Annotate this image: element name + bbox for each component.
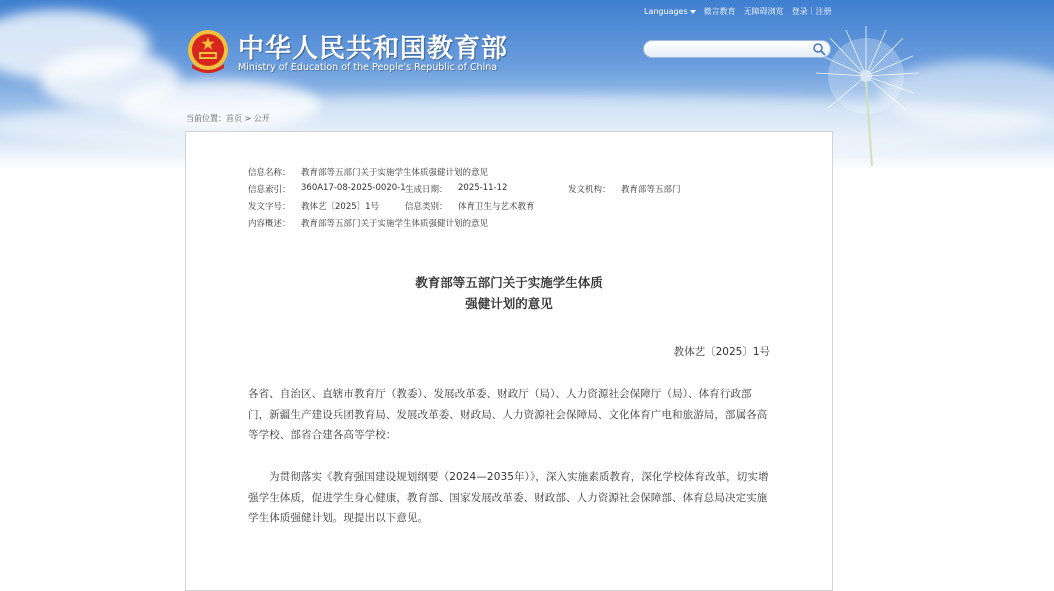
index-label: 信息索引： [248, 185, 291, 195]
issuer-label: 发文机构： [568, 185, 611, 195]
category-label: 信息类别： [405, 202, 448, 212]
nav-link-login[interactable]: 登录｜注册 [791, 7, 832, 16]
info-name-label: 信息名称： [248, 168, 291, 178]
summary-label: 内容概述： [248, 219, 291, 229]
category-value: 体育卫生与艺术教育 [458, 202, 535, 212]
languages-label: Languages [644, 7, 688, 16]
languages-menu[interactable] [644, 7, 696, 16]
info-name-value: 教育部等五部门关于实施学生体质强健计划的意见 [301, 168, 489, 178]
site-title[interactable]: 中华人民共和国教育部 [238, 34, 509, 64]
intro-paragraph: 为贯彻落实《教育强国建设规划纲要（2024—2035年）》，深入实施素质教育，深化学校体育改革，切实增强学生体质，促进学生身心健康，教育部、国家发展改革委、财政部、人力资源社会保障部、体育总局决定实施学生体质强健计划。现提出以下意见。 [248, 471, 769, 524]
doc-no-label: 发文字号： [248, 202, 291, 212]
document-panel [185, 131, 833, 591]
doc-no-value: 教体艺〔2025〕1号 [301, 202, 380, 212]
search-input[interactable] [652, 42, 816, 58]
issuer-value: 教育部等五部门 [621, 185, 681, 195]
date-label: 生成日期： [405, 185, 448, 195]
date-value: 2025-11-12 [458, 183, 508, 193]
document-title-line1: 教育部等五部门关于实施学生体质 [415, 275, 603, 290]
site-subtitle: Ministry of Education of the People's Republic of China [238, 62, 498, 73]
national-emblem-icon [186, 28, 230, 76]
breadcrumb: 当前位置：首页 > 公开 [186, 114, 270, 123]
document-title-line2: 强健计划的意见 [465, 296, 553, 311]
search-icon[interactable] [812, 42, 826, 56]
chevron-down-icon [690, 10, 696, 14]
top-nav [644, 6, 832, 17]
nav-link-accessibility[interactable]: 无障碍浏览 [743, 7, 784, 16]
search-box [643, 40, 831, 58]
document-number: 教体艺〔2025〕1号 [673, 346, 770, 358]
document-title [186, 272, 832, 314]
summary-value: 教育部等五部门关于实施学生体质强健计划的意见 [301, 219, 489, 229]
recipients-paragraph: 各省、自治区、直辖市教育厅（教委）、发展改革委、财政厅（局）、人力资源社会保障厅（局）、体育行政部门，新疆生产建设兵团教育局、发展改革委、财政局、人力资源社会保障局、文化体育广电和旅游局，部属各高等学校、部省合建各高等学校： [248, 388, 768, 441]
index-value: 360A17-08-2025-0020-1 [301, 183, 406, 193]
nav-link-yanyan[interactable]: 微言教育 [703, 7, 736, 16]
